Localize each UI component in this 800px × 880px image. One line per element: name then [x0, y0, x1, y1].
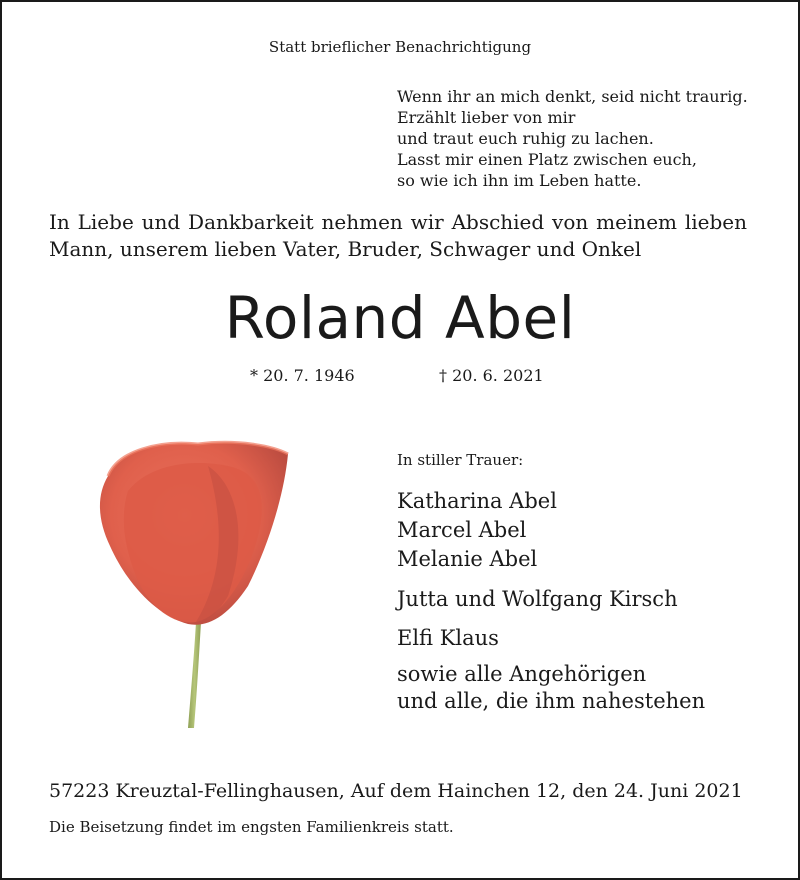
- poppy-petal-front: [124, 463, 262, 622]
- mourner-name: Jutta und Wolfgang Kirsch: [397, 587, 678, 611]
- mourner-name: sowie alle Angehörigen: [397, 662, 647, 686]
- poem: [397, 86, 748, 191]
- mourner-name: Elfi Klaus: [397, 626, 499, 650]
- mourning-label: In stiller Trauer:: [397, 451, 524, 469]
- mourner-name: Marcel Abel: [397, 518, 527, 542]
- poppy-image: [88, 436, 298, 732]
- poem-line: und traut euch ruhig zu lachen.: [397, 129, 654, 148]
- poem-line: so wie ich ihn im Leben hatte.: [397, 171, 642, 190]
- death-date: † 20. 6. 2021: [439, 366, 544, 385]
- intro-line: In Liebe und Dankbarkeit nehmen wir Abschied von meinem lieben: [49, 210, 747, 234]
- poem-line: Lasst mir einen Platz zwischen euch,: [397, 150, 697, 169]
- mourner-name: Katharina Abel: [397, 489, 557, 513]
- poppy-stem: [188, 622, 201, 728]
- notice-header: Statt brieflicher Benachrichtigung: [268, 38, 532, 56]
- poem-line: Wenn ihr an mich denkt, seid nicht traurig.: [397, 87, 748, 106]
- deceased-name: Roland Abel: [224, 284, 576, 352]
- burial-note: Die Beisetzung findet im engsten Familienkreis statt.: [49, 818, 454, 836]
- intro-text: [49, 209, 747, 263]
- mourner-name: Melanie Abel: [397, 547, 538, 571]
- place-and-date: 57223 Kreuztal-Fellinghausen, Auf dem Hainchen 12, den 24. Juni 2021: [49, 780, 743, 802]
- poem-line: Erzählt lieber von mir: [397, 108, 576, 127]
- mourner-name: und alle, die ihm nahestehen: [397, 689, 706, 713]
- birth-date: * 20. 7. 1946: [250, 366, 355, 385]
- intro-line: Mann, unserem lieben Vater, Bruder, Schwager und Onkel: [49, 237, 642, 261]
